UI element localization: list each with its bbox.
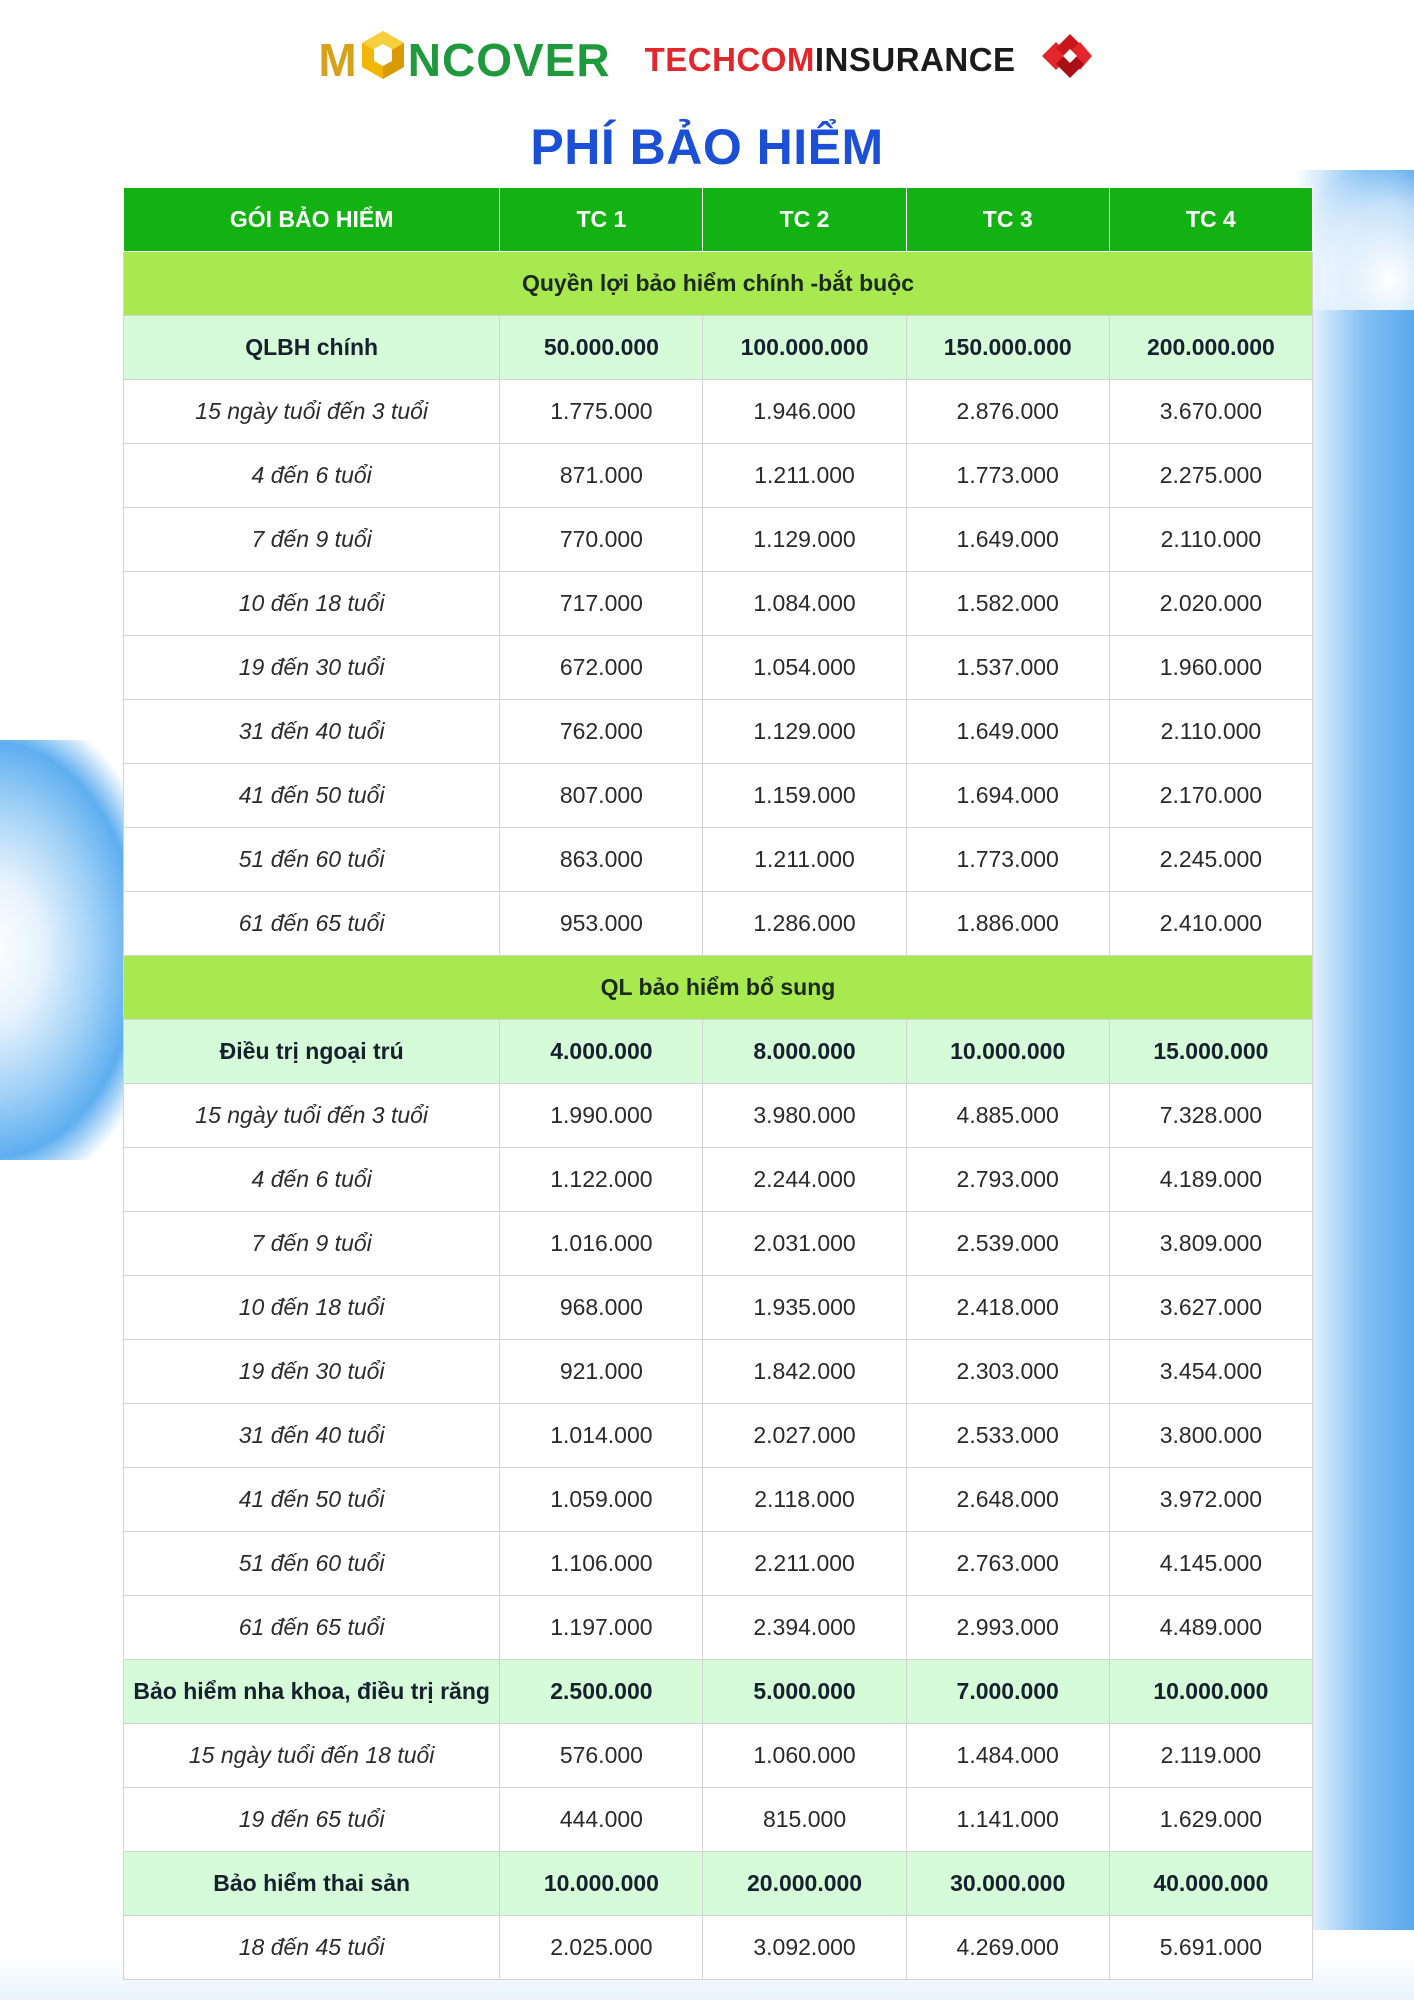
value-cell-tc3: 1.484.000: [906, 1724, 1109, 1788]
value-cell-tc1: 1.016.000: [500, 1212, 703, 1276]
value-cell-tc2: 1.842.000: [703, 1340, 906, 1404]
value-cell-tc1: 863.000: [500, 828, 703, 892]
header-logos: [0, 30, 1414, 90]
table-row: [124, 1788, 1313, 1852]
value-cell-tc3: 4.269.000: [906, 1916, 1109, 1980]
techcom-insurance-logo: [645, 33, 1096, 87]
value-cell-tc3: 2.876.000: [906, 380, 1109, 444]
header-package: GÓI BẢO HIỂM: [124, 188, 500, 252]
age-range-cell: 15 ngày tuổi đến 3 tuổi: [124, 380, 500, 444]
value-cell-tc2: 1.935.000: [703, 1276, 906, 1340]
value-cell-tc2: 2.118.000: [703, 1468, 906, 1532]
benefit-row: [124, 1852, 1313, 1916]
table-row: [124, 892, 1313, 956]
value-cell-tc1: 1.122.000: [500, 1148, 703, 1212]
value-cell-tc1: 1.059.000: [500, 1468, 703, 1532]
section-row: [124, 252, 1313, 316]
value-cell-tc4: 5.691.000: [1109, 1916, 1312, 1980]
value-cell-tc1: 10.000.000: [500, 1852, 703, 1916]
age-range-cell: 4 đến 6 tuổi: [124, 444, 500, 508]
value-cell-tc1: 444.000: [500, 1788, 703, 1852]
value-cell-tc4: 2.020.000: [1109, 572, 1312, 636]
value-cell-tc4: 3.627.000: [1109, 1276, 1312, 1340]
value-cell-tc3: 2.793.000: [906, 1148, 1109, 1212]
table-body: [124, 252, 1313, 1980]
table-row: [124, 828, 1313, 892]
table-row: [124, 1276, 1313, 1340]
value-cell-tc4: 3.809.000: [1109, 1212, 1312, 1276]
age-range-cell: 10 đến 18 tuổi: [124, 1276, 500, 1340]
value-cell-tc1: 2.500.000: [500, 1660, 703, 1724]
benefit-label-cell: Bảo hiểm nha khoa, điều trị răng: [124, 1660, 500, 1724]
benefit-row: [124, 1020, 1313, 1084]
moncover-hexagon-icon: [360, 30, 406, 91]
value-cell-tc4: 2.245.000: [1109, 828, 1312, 892]
value-cell-tc3: 2.418.000: [906, 1276, 1109, 1340]
age-range-cell: 4 đến 6 tuổi: [124, 1148, 500, 1212]
value-cell-tc4: 1.960.000: [1109, 636, 1312, 700]
age-range-cell: 7 đến 9 tuổi: [124, 508, 500, 572]
value-cell-tc1: 4.000.000: [500, 1020, 703, 1084]
value-cell-tc1: 953.000: [500, 892, 703, 956]
value-cell-tc4: 15.000.000: [1109, 1020, 1312, 1084]
value-cell-tc2: 1.946.000: [703, 380, 906, 444]
value-cell-tc2: 1.060.000: [703, 1724, 906, 1788]
moncover-logo-text: NCOVER: [407, 34, 611, 86]
section-title: Quyền lợi bảo hiểm chính -bắt buộc: [124, 252, 1313, 316]
header-tc1: TC 1: [500, 188, 703, 252]
value-cell-tc3: 4.885.000: [906, 1084, 1109, 1148]
table-row: [124, 764, 1313, 828]
value-cell-tc3: 1.649.000: [906, 508, 1109, 572]
value-cell-tc3: 2.993.000: [906, 1596, 1109, 1660]
table-row: [124, 700, 1313, 764]
value-cell-tc3: 1.773.000: [906, 444, 1109, 508]
value-cell-tc1: 1.990.000: [500, 1084, 703, 1148]
insurance-logo-text: INSURANCE: [814, 41, 1016, 78]
value-cell-tc4: 200.000.000: [1109, 316, 1312, 380]
section-title: QL bảo hiểm bổ sung: [124, 956, 1313, 1020]
table-row: [124, 1596, 1313, 1660]
table-row: [124, 1148, 1313, 1212]
value-cell-tc1: 762.000: [500, 700, 703, 764]
value-cell-tc2: 1.211.000: [703, 444, 906, 508]
value-cell-tc4: 2.110.000: [1109, 700, 1312, 764]
value-cell-tc4: 1.629.000: [1109, 1788, 1312, 1852]
table-row: [124, 1340, 1313, 1404]
value-cell-tc2: 5.000.000: [703, 1660, 906, 1724]
value-cell-tc4: 3.670.000: [1109, 380, 1312, 444]
table-row: [124, 636, 1313, 700]
value-cell-tc4: 3.972.000: [1109, 1468, 1312, 1532]
value-cell-tc1: 576.000: [500, 1724, 703, 1788]
section-row: [124, 956, 1313, 1020]
age-range-cell: 41 đến 50 tuổi: [124, 1468, 500, 1532]
value-cell-tc1: 871.000: [500, 444, 703, 508]
moncover-logo: [318, 30, 610, 91]
value-cell-tc1: 1.106.000: [500, 1532, 703, 1596]
age-range-cell: 19 đến 65 tuổi: [124, 1788, 500, 1852]
age-range-cell: 7 đến 9 tuổi: [124, 1212, 500, 1276]
benefit-label-cell: QLBH chính: [124, 316, 500, 380]
value-cell-tc2: 815.000: [703, 1788, 906, 1852]
value-cell-tc1: 672.000: [500, 636, 703, 700]
value-cell-tc2: 1.129.000: [703, 700, 906, 764]
value-cell-tc4: 2.275.000: [1109, 444, 1312, 508]
value-cell-tc2: 1.159.000: [703, 764, 906, 828]
value-cell-tc3: 2.648.000: [906, 1468, 1109, 1532]
table-row: [124, 1212, 1313, 1276]
value-cell-tc4: 2.170.000: [1109, 764, 1312, 828]
value-cell-tc2: 3.092.000: [703, 1916, 906, 1980]
value-cell-tc3: 7.000.000: [906, 1660, 1109, 1724]
value-cell-tc2: 100.000.000: [703, 316, 906, 380]
benefit-row: [124, 1660, 1313, 1724]
table-row: [124, 1468, 1313, 1532]
age-range-cell: 61 đến 65 tuổi: [124, 892, 500, 956]
value-cell-tc3: 2.303.000: [906, 1340, 1109, 1404]
value-cell-tc1: 1.197.000: [500, 1596, 703, 1660]
value-cell-tc3: 2.539.000: [906, 1212, 1109, 1276]
value-cell-tc2: 3.980.000: [703, 1084, 906, 1148]
header-tc2: TC 2: [703, 188, 906, 252]
value-cell-tc2: 2.027.000: [703, 1404, 906, 1468]
age-range-cell: 31 đến 40 tuổi: [124, 700, 500, 764]
value-cell-tc4: 2.119.000: [1109, 1724, 1312, 1788]
age-range-cell: 10 đến 18 tuổi: [124, 572, 500, 636]
value-cell-tc1: 1.014.000: [500, 1404, 703, 1468]
value-cell-tc3: 10.000.000: [906, 1020, 1109, 1084]
techcom-logo-text: TECHCOM: [644, 41, 815, 78]
value-cell-tc1: 2.025.000: [500, 1916, 703, 1980]
value-cell-tc2: 20.000.000: [703, 1852, 906, 1916]
page-title: PHÍ BẢO HIỂM: [530, 119, 884, 175]
value-cell-tc3: 30.000.000: [906, 1852, 1109, 1916]
age-range-cell: 15 ngày tuổi đến 18 tuổi: [124, 1724, 500, 1788]
table-row: [124, 1404, 1313, 1468]
value-cell-tc4: 40.000.000: [1109, 1852, 1312, 1916]
value-cell-tc2: 1.129.000: [703, 508, 906, 572]
value-cell-tc2: 2.031.000: [703, 1212, 906, 1276]
age-range-cell: 18 đến 45 tuổi: [124, 1916, 500, 1980]
value-cell-tc3: 1.694.000: [906, 764, 1109, 828]
table-row: [124, 508, 1313, 572]
value-cell-tc3: 1.886.000: [906, 892, 1109, 956]
table-row: [124, 572, 1313, 636]
table-row: [124, 444, 1313, 508]
value-cell-tc2: 2.394.000: [703, 1596, 906, 1660]
table-row: [124, 380, 1313, 444]
value-cell-tc2: 2.244.000: [703, 1148, 906, 1212]
value-cell-tc4: 2.410.000: [1109, 892, 1312, 956]
value-cell-tc1: 807.000: [500, 764, 703, 828]
value-cell-tc1: 921.000: [500, 1340, 703, 1404]
cloud-left: [0, 740, 140, 1160]
value-cell-tc1: 1.775.000: [500, 380, 703, 444]
value-cell-tc3: 2.533.000: [906, 1404, 1109, 1468]
header-tc3: TC 3: [906, 188, 1109, 252]
table-row: [124, 1724, 1313, 1788]
value-cell-tc1: 717.000: [500, 572, 703, 636]
techcom-diamond-icon: [1026, 33, 1096, 87]
age-range-cell: 19 đến 30 tuổi: [124, 636, 500, 700]
value-cell-tc3: 1.773.000: [906, 828, 1109, 892]
value-cell-tc4: 4.189.000: [1109, 1148, 1312, 1212]
age-range-cell: 15 ngày tuổi đến 3 tuổi: [124, 1084, 500, 1148]
value-cell-tc1: 50.000.000: [500, 316, 703, 380]
value-cell-tc3: 150.000.000: [906, 316, 1109, 380]
table-header-row: [124, 188, 1313, 252]
value-cell-tc4: 10.000.000: [1109, 1660, 1312, 1724]
benefit-label-cell: Bảo hiểm thai sản: [124, 1852, 500, 1916]
value-cell-tc3: 1.582.000: [906, 572, 1109, 636]
header-tc4: TC 4: [1109, 188, 1312, 252]
value-cell-tc1: 770.000: [500, 508, 703, 572]
value-cell-tc2: 1.211.000: [703, 828, 906, 892]
table-row: [124, 1084, 1313, 1148]
value-cell-tc4: 4.145.000: [1109, 1532, 1312, 1596]
age-range-cell: 31 đến 40 tuổi: [124, 1404, 500, 1468]
age-range-cell: 51 đến 60 tuổi: [124, 1532, 500, 1596]
value-cell-tc4: 7.328.000: [1109, 1084, 1312, 1148]
premium-table: [123, 187, 1313, 1980]
value-cell-tc2: 2.211.000: [703, 1532, 906, 1596]
benefit-row: [124, 316, 1313, 380]
value-cell-tc2: 1.084.000: [703, 572, 906, 636]
value-cell-tc2: 8.000.000: [703, 1020, 906, 1084]
age-range-cell: 41 đến 50 tuổi: [124, 764, 500, 828]
value-cell-tc3: 2.763.000: [906, 1532, 1109, 1596]
value-cell-tc3: 1.537.000: [906, 636, 1109, 700]
value-cell-tc2: 1.286.000: [703, 892, 906, 956]
age-range-cell: 61 đến 65 tuổi: [124, 1596, 500, 1660]
table-row: [124, 1532, 1313, 1596]
value-cell-tc3: 1.649.000: [906, 700, 1109, 764]
value-cell-tc4: 3.800.000: [1109, 1404, 1312, 1468]
moncover-logo-m: M: [318, 34, 358, 86]
value-cell-tc1: 968.000: [500, 1276, 703, 1340]
value-cell-tc3: 1.141.000: [906, 1788, 1109, 1852]
age-range-cell: 51 đến 60 tuổi: [124, 828, 500, 892]
value-cell-tc2: 1.054.000: [703, 636, 906, 700]
age-range-cell: 19 đến 30 tuổi: [124, 1340, 500, 1404]
value-cell-tc4: 4.489.000: [1109, 1596, 1312, 1660]
benefit-label-cell: Điều trị ngoại trú: [124, 1020, 500, 1084]
table-row: [124, 1916, 1313, 1980]
value-cell-tc4: 2.110.000: [1109, 508, 1312, 572]
value-cell-tc4: 3.454.000: [1109, 1340, 1312, 1404]
